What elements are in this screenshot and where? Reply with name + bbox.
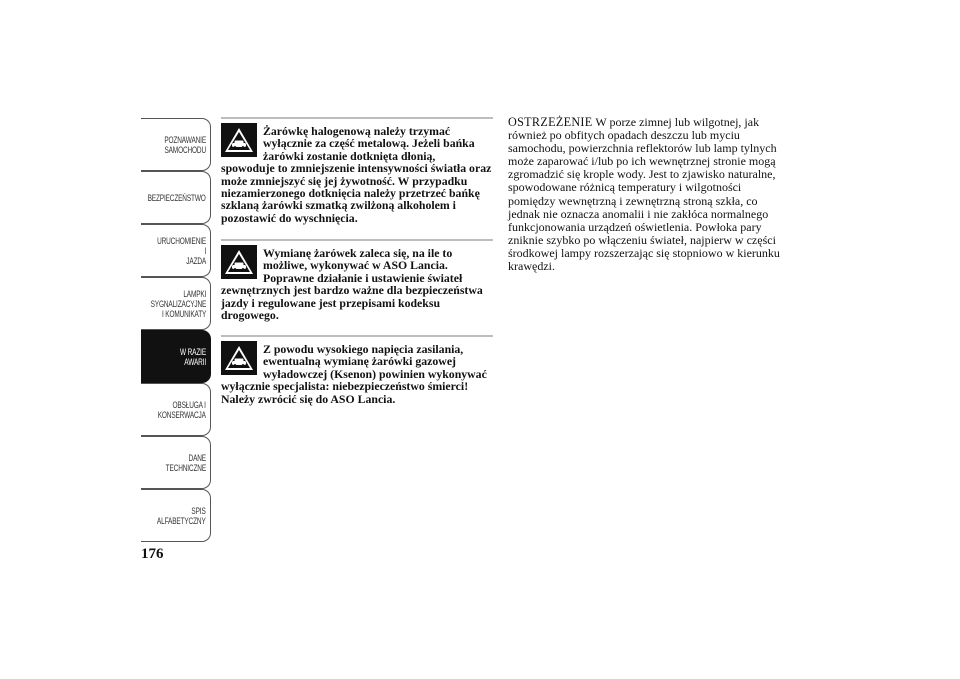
warning-line: Żarówkę halogenową należy trzymać <box>263 124 451 138</box>
tab-spis-alfabetyczny[interactable] <box>141 489 211 542</box>
tab-bezpieczenstwo[interactable] <box>141 171 211 224</box>
tab-w-razie-awarii[interactable] <box>141 330 211 383</box>
warning-line: ewentualną wymianę żarówki gazowej <box>263 354 456 369</box>
warning-car-icon <box>221 123 257 157</box>
tab-label: POZNAWANIE SAMOCHODU <box>164 134 206 155</box>
tab-obsluga-i-konserwacja[interactable] <box>141 383 211 436</box>
warning-rest: wyłącznie specjalista: niebezpieczeństwo śmierci! Należy zwrócić się do ASO Lancia. <box>221 379 469 406</box>
warning-block <box>221 239 493 335</box>
warning-line: wyładowczej (Ksenon) powinien wykonywać <box>263 366 487 381</box>
divider <box>221 239 493 241</box>
warning-rest: zewnętrznych jest bardzo ważne dla bezpieczeństwa jazdy i regulowane jest przepisami kodeksu drogowego. <box>221 283 483 323</box>
tab-label: BEZPIECZEŃSTWO <box>147 192 206 203</box>
tab-dane-techniczne[interactable] <box>141 436 211 489</box>
warning-line: żarówki zostanie dotknięta dłonią, <box>263 148 436 163</box>
note-text: W porze zimnej lub wilgotnej, jak również po obfitych opadach deszczu lub myciu samochodu, powierzchnia reflektorów lub lamp tylnych może zaparować i/lub po ich wewnętrznej stronie mogą zgromadzić się krople wody. Jest to zjawisko naturalne, spowodowane różnicą temperatury i wilgotności pomiędzy wewnętrzną i zewnętrzną stroną szkła, co jednak nie oznacza anomalii i nie zakłóca normalnego funkcjonowania urządzeń oświetlenia. Powłoka pary zniknie szybko po włączeniu świateł, najpierw w części środkowej lampy rozszerzając się stopniowo w kierunku krawędzi. <box>508 115 780 274</box>
tab-label: W RAZIE AWARII <box>180 346 206 367</box>
tab-label: DANE TECHNICZNE <box>165 452 206 473</box>
warning-rest: spowoduje to zmniejszenie intensywności światła oraz może zmniejszyć się jej żywotność. W przypadku niezamierzonego dotknięcia należy przetrzeć bańkę szklaną żarówki szmatką zwilżoną alkoholem i pozostawić do wyschnięcia. <box>221 161 492 225</box>
chapter-nav <box>141 118 211 542</box>
warning-block <box>221 117 493 239</box>
tab-uruchomienie-i-jazda[interactable] <box>141 224 211 277</box>
warning-text <box>221 343 493 405</box>
warning-car-icon <box>221 341 257 375</box>
warning-line: wyłącznie za część metalową. Jeżeli bańka <box>263 136 475 151</box>
warning-car-icon <box>221 245 257 279</box>
divider <box>221 117 493 119</box>
warning-line: Wymianę żarówek zaleca się, na ile to <box>263 246 453 260</box>
note-label: OSTRZEŻENIE <box>508 115 593 129</box>
warning-line: możliwe, wykonywać w ASO Lancia. <box>263 258 448 273</box>
tab-label: OBSŁUGA I KONSERWACJA <box>157 399 206 420</box>
warning-line: Z powodu wysokiego napięcia zasilania, <box>263 342 464 356</box>
tab-label: SPIS ALFABETYCZNY <box>157 505 206 526</box>
note-paragraph <box>508 116 780 273</box>
note-column <box>508 116 780 273</box>
warning-text <box>221 125 493 224</box>
tab-poznawanie-samochodu[interactable] <box>141 118 211 171</box>
tab-label: URUCHOMIENIE I JAZDA <box>156 235 206 266</box>
tab-label: LAMPKI SYGNALIZACYJNE I KOMUNIKATY <box>150 288 206 319</box>
page-number: 176 <box>141 546 164 562</box>
warning-block <box>221 335 493 415</box>
divider <box>221 335 493 337</box>
warning-text <box>221 247 493 321</box>
warning-line: Poprawne działanie i ustawienie świateł <box>263 270 463 285</box>
warnings-column <box>221 117 493 415</box>
tab-lampki-sygnalizacyjne[interactable] <box>141 277 211 330</box>
